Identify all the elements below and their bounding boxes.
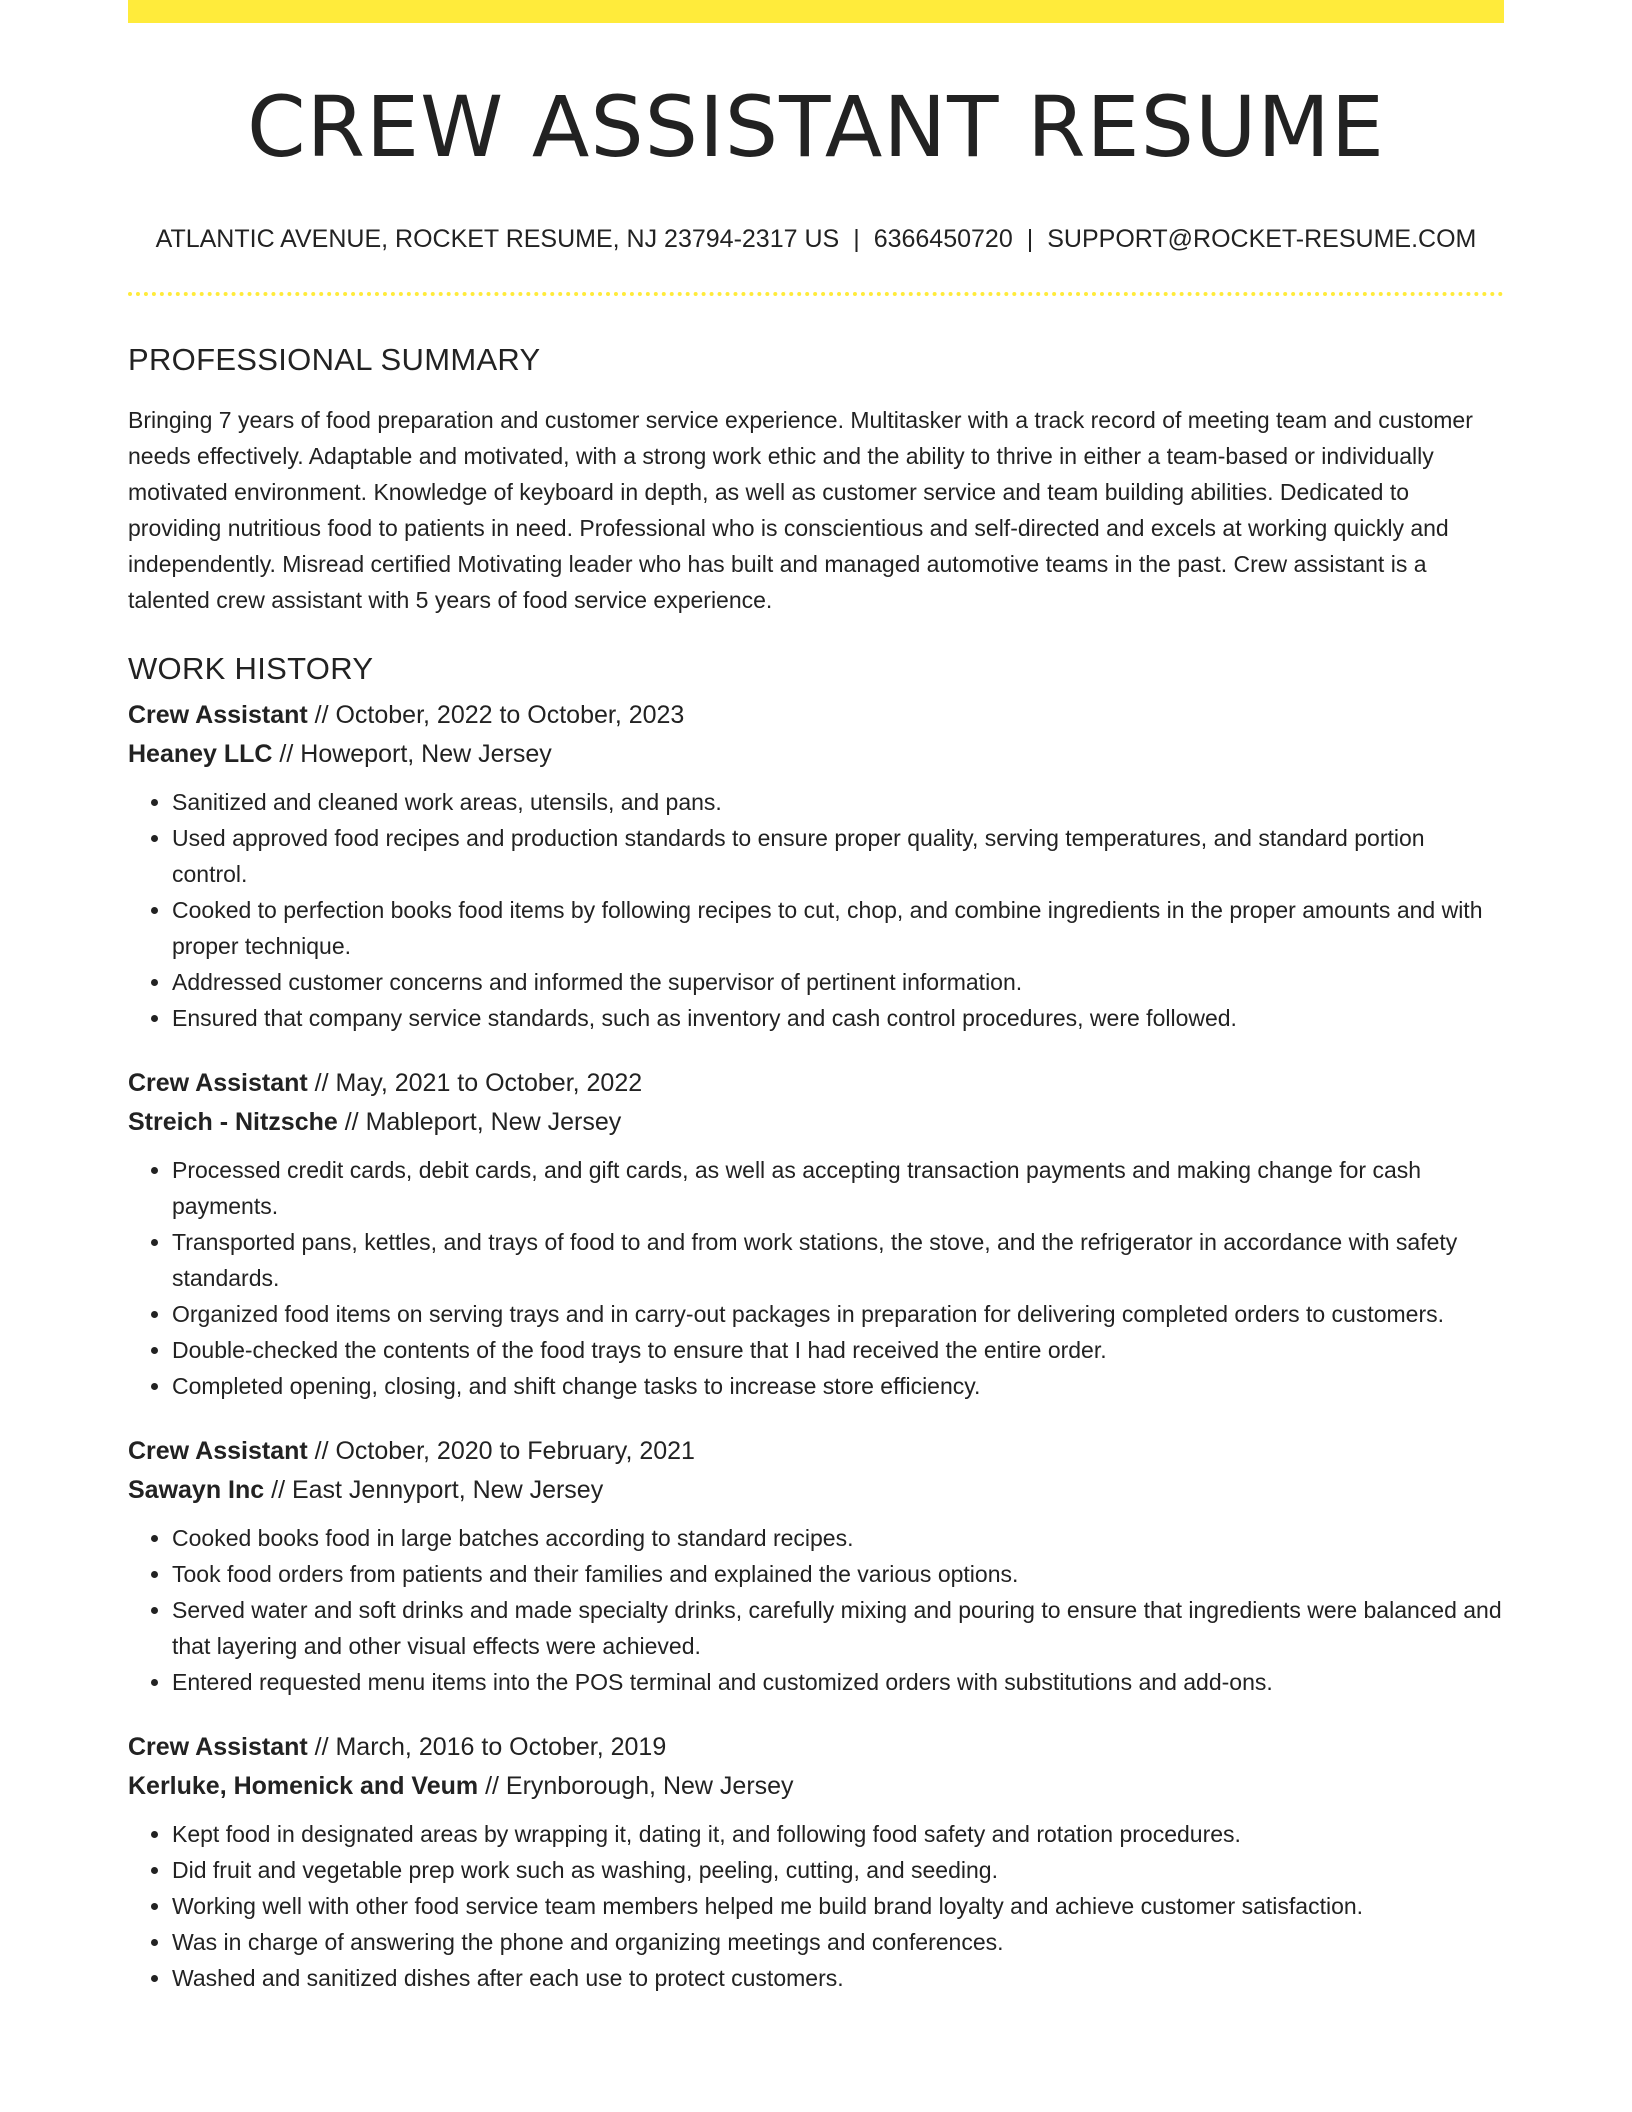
job-dates: // March, 2016 to October, 2019	[307, 1733, 667, 1761]
dotted-divider	[128, 292, 1504, 296]
job-role: Crew Assistant	[128, 1069, 308, 1097]
job-company: Sawayn Inc	[128, 1476, 265, 1504]
job-duties-list	[128, 1152, 1504, 1404]
job-company-line	[128, 1471, 1504, 1510]
job-entry	[128, 1728, 1504, 1996]
job-role: Crew Assistant	[128, 1733, 308, 1761]
job-company: Kerluke, Homenick and Veum	[128, 1772, 479, 1800]
job-company: Streich - Nitzsche	[128, 1108, 338, 1136]
contact-separator: |	[1026, 225, 1034, 253]
summary-heading: PROFESSIONAL SUMMARY	[128, 342, 541, 377]
job-duty-item: • Did fruit and vegetable prep work such as washing, peeling, cutting, and seeding.	[172, 1852, 1504, 1888]
job-duty-item: • Kept food in designated areas by wrapping it, dating it, and following food safety and rotation procedures.	[172, 1816, 1504, 1852]
job-duty-item: • Cooked to perfection books food items by following recipes to cut, chop, and combine ingredients in the proper amounts and with proper technique.	[172, 892, 1504, 964]
contact-line	[128, 227, 1504, 252]
job-company-line	[128, 1103, 1504, 1142]
work-history-heading: WORK HISTORY	[128, 651, 374, 686]
job-duties-list	[128, 784, 1504, 1036]
job-duty-item: • Used approved food recipes and production standards to ensure proper quality, serving temperatures, and standard portion control.	[172, 820, 1504, 892]
job-entry	[128, 696, 1504, 1036]
resume-page	[128, 0, 1504, 1996]
job-duty-item: • Served water and soft drinks and made specialty drinks, carefully mixing and pouring to ensure that ingredients were balanced and that layering and other visual effects were achieved.	[172, 1592, 1504, 1664]
job-location: // Erynborough, New Jersey	[478, 1772, 794, 1800]
job-location: // East Jennyport, New Jersey	[264, 1476, 604, 1504]
job-duty-item: • Processed credit cards, debit cards, and gift cards, as well as accepting transaction payments and making change for cash payments.	[172, 1152, 1504, 1224]
job-title-line	[128, 696, 1504, 735]
job-entry	[128, 1064, 1504, 1404]
job-duty-item: • Completed opening, closing, and shift change tasks to increase store efficiency.	[172, 1368, 1504, 1404]
job-title-line	[128, 1728, 1504, 1767]
contact-email: SUPPORT@ROCKET-RESUME.COM	[1047, 225, 1477, 253]
job-duty-item: • Organized food items on serving trays and in carry-out packages in preparation for delivering completed orders to customers.	[172, 1296, 1504, 1332]
job-duty-item: • Addressed customer concerns and informed the supervisor of pertinent information.	[172, 964, 1504, 1000]
job-duty-item: • Was in charge of answering the phone and organizing meetings and conferences.	[172, 1924, 1504, 1960]
job-duties-list	[128, 1520, 1504, 1700]
job-location: // Howeport, New Jersey	[272, 740, 552, 768]
job-dates: // October, 2020 to February, 2021	[307, 1437, 695, 1465]
contact-address: ATLANTIC AVENUE, ROCKET RESUME, NJ 23794-2317 US	[155, 225, 840, 253]
job-entry	[128, 1432, 1504, 1700]
job-role: Crew Assistant	[128, 701, 308, 729]
job-duties-list	[128, 1816, 1504, 1996]
job-duty-item: • Sanitized and cleaned work areas, utensils, and pans.	[172, 784, 1504, 820]
job-duty-item: • Entered requested menu items into the POS terminal and customized orders with substitutions and add-ons.	[172, 1664, 1504, 1700]
job-company-line	[128, 1767, 1504, 1806]
job-duty-item: • Washed and sanitized dishes after each use to protect customers.	[172, 1960, 1504, 1996]
job-duty-item: • Took food orders from patients and their families and explained the various options.	[172, 1556, 1504, 1592]
job-dates: // October, 2022 to October, 2023	[307, 701, 685, 729]
job-title-line	[128, 1432, 1504, 1471]
work-history-list	[128, 696, 1504, 1996]
job-duty-item: • Double-checked the contents of the food trays to ensure that I had received the entire order.	[172, 1332, 1504, 1368]
job-title-line	[128, 1064, 1504, 1103]
job-duty-item: • Cooked books food in large batches according to standard recipes.	[172, 1520, 1504, 1556]
contact-separator: |	[853, 225, 860, 253]
job-company: Heaney LLC	[128, 740, 273, 768]
job-duty-item: • Ensured that company service standards, such as inventory and cash control procedures, were followed.	[172, 1000, 1504, 1036]
job-company-line	[128, 735, 1504, 774]
contact-phone: 6366450720	[873, 225, 1013, 253]
job-duty-item: • Transported pans, kettles, and trays of food to and from work stations, the stove, and the refrigerator in accordance with safety standards.	[172, 1224, 1504, 1296]
job-role: Crew Assistant	[128, 1437, 308, 1465]
job-dates: // May, 2021 to October, 2022	[307, 1069, 643, 1097]
summary-text: Bringing 7 years of food preparation and customer service experience. Multitasker with a track record of meeting team and customer needs effectively. Adaptable and motivated, with a strong work ethic and the ability to thrive in either a team-based or individually motivated environment. Knowledge of keyboard in depth, as well as customer service and team building abilities. Dedicated to providing nutritious food to patients in need. Professional who is conscientious and self-directed and excels at working quickly and independently. Misread certified Motivating leader who has built and managed automotive teams in the past. Crew assistant is a talented crew assistant with 5 years of food service experience.	[128, 407, 1473, 613]
resume-title: CREW ASSISTANT RESUME	[247, 78, 1385, 176]
accent-top-bar	[128, 0, 1504, 23]
job-location: // Mableport, New Jersey	[337, 1108, 622, 1136]
job-duty-item: • Working well with other food service team members helped me build brand loyalty and achieve customer satisfaction.	[172, 1888, 1504, 1924]
